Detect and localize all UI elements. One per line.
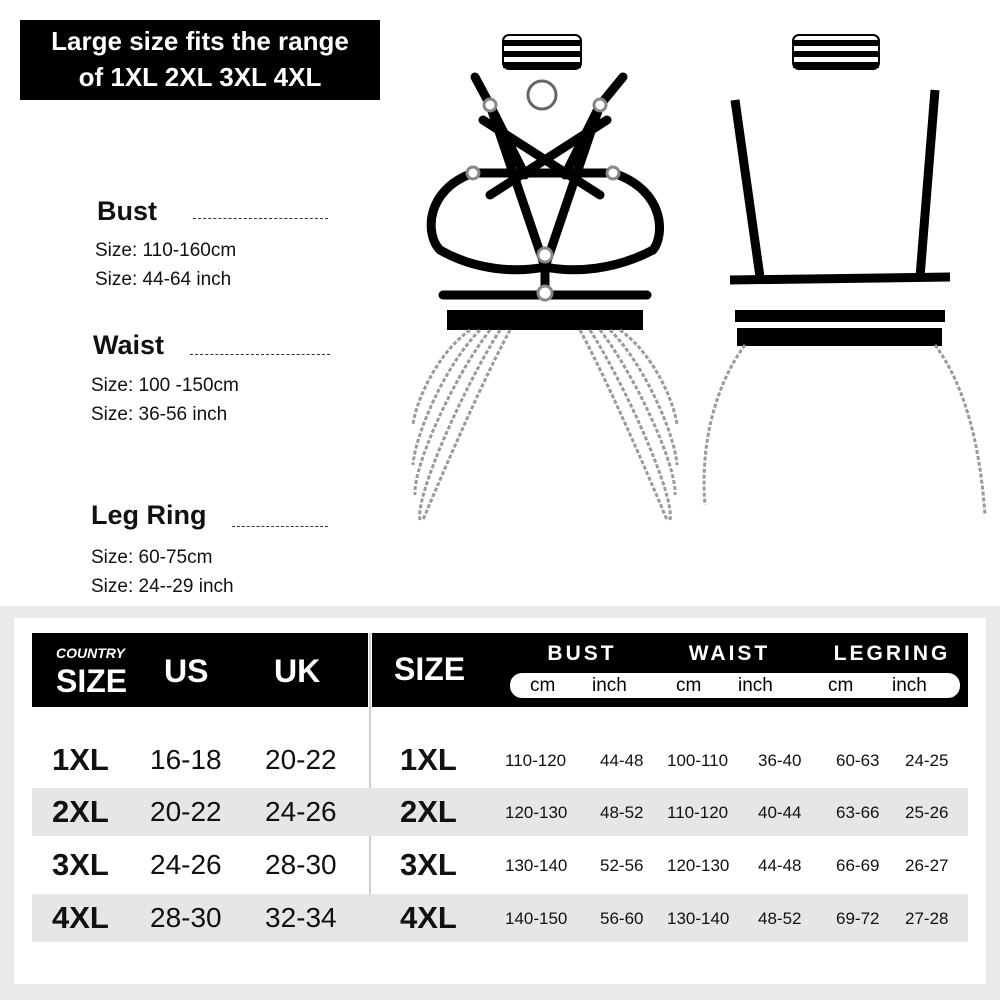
row-uk: 24-26: [265, 796, 337, 827]
unit-waist-inch: inch: [738, 675, 773, 696]
row-us: 20-22: [150, 796, 222, 827]
row-size: 4XL: [52, 900, 109, 935]
row-bust-inch: 52-56: [600, 856, 644, 875]
row-bust-inch: 56-60: [600, 909, 644, 928]
row-uk: 28-30: [265, 849, 337, 880]
units-bar: [510, 673, 960, 698]
row-bust-cm: 130-140: [505, 856, 568, 875]
bust-title: Bust: [97, 196, 157, 226]
row-leg-inch: 27-28: [905, 909, 949, 928]
harness-product-illustration: [395, 25, 995, 585]
row-bust-cm: 140-150: [505, 909, 568, 928]
row-uk: 32-34: [265, 902, 337, 933]
back-chains: [704, 345, 985, 515]
table-row: [32, 736, 968, 784]
legring-header: LEGRING: [833, 642, 951, 665]
front-choker: [503, 35, 581, 109]
bust-dash-line: [193, 218, 328, 219]
waist-inch: Size: 36-56 inch: [91, 404, 228, 425]
row-size: 3XL: [52, 847, 109, 882]
row-leg-cm: 66-69: [836, 856, 880, 875]
size-range-banner: [20, 20, 380, 100]
legring-cm: Size: 60-75cm: [91, 547, 213, 568]
row-bust-cm: 120-130: [505, 803, 568, 822]
back-choker: [793, 35, 879, 69]
unit-waist-cm: cm: [676, 675, 702, 696]
back-waist-strap: [735, 310, 945, 322]
table-divider: [369, 633, 371, 938]
waist-header: WAIST: [688, 642, 771, 665]
row-size: 2XL: [52, 794, 109, 829]
row-leg-inch: 26-27: [905, 856, 949, 875]
waist-title: Waist: [93, 330, 165, 360]
bust-cm: Size: 110-160cm: [95, 240, 237, 261]
row-waist-inch: 44-48: [758, 856, 802, 875]
row-size-right: 2XL: [400, 794, 457, 829]
legring-title: Leg Ring: [91, 500, 207, 530]
unit-leg-inch: inch: [892, 675, 927, 696]
row-us: 28-30: [150, 902, 222, 933]
row-waist-cm: 130-140: [667, 909, 730, 928]
measurement-header: [372, 633, 968, 707]
bust-inch: Size: 44-64 inch: [95, 269, 232, 290]
back-waist-belt: [737, 328, 942, 346]
row-leg-cm: 60-63: [836, 751, 880, 770]
country-size-header: [32, 633, 368, 707]
row-uk: 20-22: [265, 744, 337, 775]
waist-cm: Size: 100 -150cm: [91, 375, 239, 396]
row-size-right: 3XL: [400, 847, 457, 882]
uk-label: UK: [274, 653, 321, 689]
row-waist-cm: 120-130: [667, 856, 730, 875]
unit-bust-cm: cm: [530, 675, 556, 696]
row-waist-inch: 40-44: [758, 803, 802, 822]
country-label: COUNTRY: [56, 645, 125, 661]
us-label: US: [164, 653, 209, 689]
row-size-right: 4XL: [400, 900, 457, 935]
table-row: [32, 841, 968, 889]
size-label-right: SIZE: [394, 651, 466, 687]
row-us: 24-26: [150, 849, 222, 880]
row-waist-cm: 110-120: [667, 803, 729, 822]
bust-header: BUST: [547, 642, 617, 665]
front-waist-belt: [447, 310, 643, 330]
front-chains: [413, 330, 677, 520]
row-waist-cm: 100-110: [667, 751, 729, 770]
row-size: 1XL: [52, 742, 109, 777]
table-row: [32, 788, 968, 836]
banner-line-2: of 1XL 2XL 3XL 4XL: [78, 62, 322, 92]
row-leg-cm: 69-72: [836, 909, 880, 928]
unit-leg-cm: cm: [828, 675, 854, 696]
legring-inch: Size: 24--29 inch: [91, 576, 234, 597]
row-bust-inch: 48-52: [600, 803, 644, 822]
legring-dash-line: [232, 526, 328, 527]
row-us: 16-18: [150, 744, 222, 775]
banner-line-1: Large size fits the range: [51, 26, 349, 56]
row-bust-cm: 110-120: [505, 751, 567, 770]
row-waist-inch: 36-40: [758, 751, 802, 770]
row-bust-inch: 44-48: [600, 751, 644, 770]
row-leg-cm: 63-66: [836, 803, 880, 822]
waist-dash-line: [190, 354, 330, 355]
unit-bust-inch: inch: [592, 675, 627, 696]
row-leg-inch: 24-25: [905, 751, 949, 770]
size-label: SIZE: [56, 663, 128, 699]
back-straps: [730, 90, 950, 280]
row-size-right: 1XL: [400, 742, 457, 777]
row-waist-inch: 48-52: [758, 909, 802, 928]
table-row: [32, 894, 968, 942]
row-leg-inch: 25-26: [905, 803, 949, 822]
